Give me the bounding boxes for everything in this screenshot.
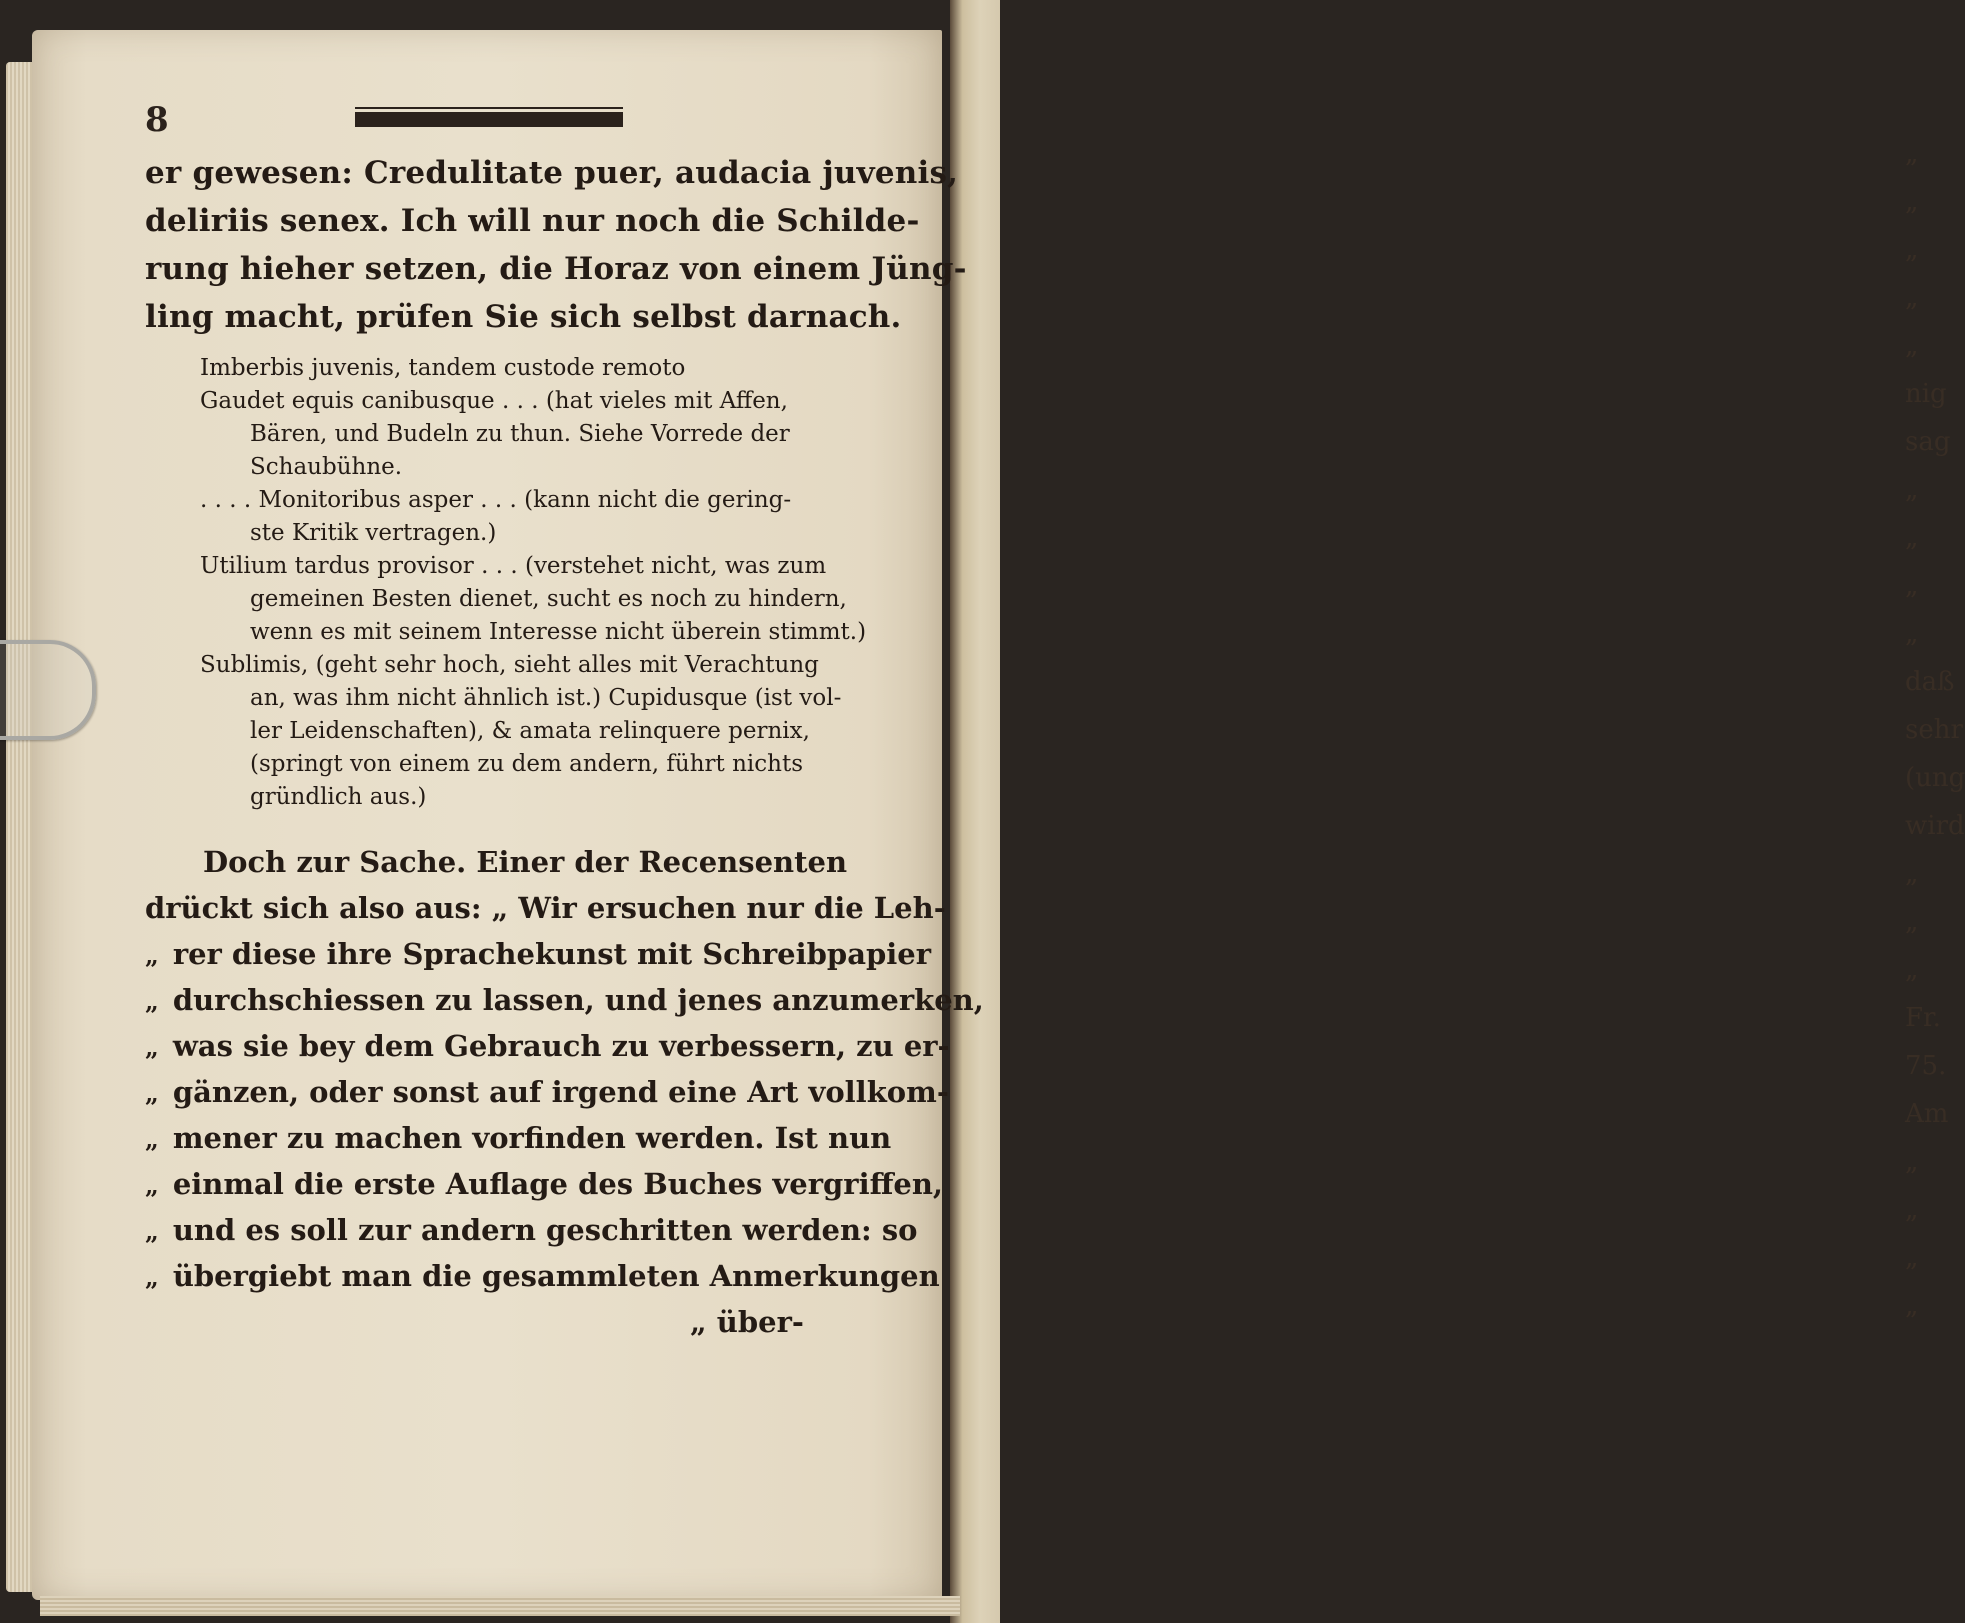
line-text: gänzen, oder sonst auf irgend eine Art vollkom- xyxy=(172,1075,949,1109)
page-number: 8 xyxy=(145,100,169,140)
header-ornament-rule xyxy=(355,112,623,127)
text-line: rung hieher setzen, die Horaz von einem Jüng- xyxy=(145,251,967,287)
text-line: Bären, und Budeln zu thun. Siehe Vorrede der xyxy=(250,421,790,447)
text-line: an, was ihm nicht ähnlich ist.) Cupidusque (ist vol- xyxy=(250,685,842,711)
text-line xyxy=(145,983,984,1017)
line-text: drückt sich also aus: „ Wir ersuchen nur die Leh- xyxy=(145,891,946,925)
line-text: übergiebt man die gesammleten Anmerkungen xyxy=(172,1259,940,1293)
quotation-mark: „ xyxy=(145,1033,159,1062)
facing-fragment: „ xyxy=(1905,1243,1919,1273)
facing-fragment: sehr xyxy=(1905,715,1963,745)
facing-fragment: daß xyxy=(1905,667,1955,697)
page-edges-bottom xyxy=(40,1596,960,1616)
text-line xyxy=(145,1259,940,1293)
quotation-mark: „ xyxy=(145,1171,159,1200)
quotation-mark: „ xyxy=(145,1217,159,1246)
facing-fragment: 75. xyxy=(1905,1051,1947,1081)
text-line xyxy=(145,1075,949,1109)
line-text: einmal die erste Auflage des Buches vergriffen, xyxy=(172,1167,944,1201)
facing-fragment: „ xyxy=(1905,283,1919,313)
facing-fragment: sag xyxy=(1905,427,1951,457)
quotation-mark: „ xyxy=(145,987,159,1016)
quotation-mark: „ xyxy=(145,1125,159,1154)
line-text: rer diese ihre Sprachekunst mit Schreibpapier xyxy=(172,937,932,971)
catchword: „ über- xyxy=(690,1305,804,1339)
quotation-mark: „ xyxy=(145,1263,159,1292)
text-line: ste Kritik vertragen.) xyxy=(250,520,497,546)
text-line: wenn es mit seinem Interesse nicht überein stimmt.) xyxy=(250,619,867,645)
text-line: Gaudet equis canibusque . . . (hat vieles mit Affen, xyxy=(200,388,788,414)
line-text: Doch zur Sache. Einer der Recensenten xyxy=(203,845,848,879)
text-line xyxy=(145,891,946,925)
text-line: er gewesen: Credulitate puer, audacia juvenis, xyxy=(145,155,959,191)
text-line xyxy=(145,1213,918,1247)
facing-page xyxy=(950,0,1965,1623)
text-line: . . . . Monitoribus asper . . . (kann nicht die gering- xyxy=(200,487,792,513)
text-line: (springt von einem zu dem andern, führt nichts xyxy=(250,751,803,777)
text-line xyxy=(203,845,847,879)
text-line: Imberbis juvenis, tandem custode remoto xyxy=(200,355,686,381)
text-line xyxy=(145,1121,891,1155)
facing-fragment: „ xyxy=(1905,1291,1919,1321)
line-text: und es soll zur andern geschritten werden: so xyxy=(172,1213,918,1247)
facing-page-fragments xyxy=(1905,130,1965,1330)
line-text: mener zu machen vorfinden werden. Ist nun xyxy=(172,1121,892,1155)
text-line: Schaubühne. xyxy=(250,454,403,480)
facing-fragment: „ xyxy=(1905,475,1919,505)
text-line xyxy=(145,937,931,971)
facing-fragment: wird xyxy=(1905,811,1965,841)
facing-fragment: „ xyxy=(1905,955,1919,985)
paper-clip xyxy=(0,640,96,740)
facing-fragment: Fr. xyxy=(1905,1003,1941,1033)
facing-fragment: nig xyxy=(1905,379,1947,409)
facing-fragment: „ xyxy=(1905,907,1919,937)
facing-fragment: „ xyxy=(1905,235,1919,265)
facing-fragment: „ xyxy=(1905,1147,1919,1177)
quotation-mark: „ xyxy=(145,1079,159,1108)
text-line: Sublimis, (geht sehr hoch, sieht alles mit Verachtung xyxy=(200,652,819,678)
facing-fragment: „ xyxy=(1905,571,1919,601)
facing-fragment: „ xyxy=(1905,1195,1919,1225)
text-line: Utilium tardus provisor . . . (verstehet nicht, was zum xyxy=(200,553,827,579)
line-text: was sie bey dem Gebrauch zu verbessern, zu er- xyxy=(172,1029,950,1063)
facing-fragment: „ xyxy=(1905,331,1919,361)
text-line: ling macht, prüfen Sie sich selbst darnach. xyxy=(145,299,902,335)
facing-fragment: Am xyxy=(1905,1099,1949,1129)
page-edges-left xyxy=(6,62,34,1592)
text-line: gründlich aus.) xyxy=(250,784,427,810)
text-line xyxy=(145,1167,943,1201)
quotation-mark: „ xyxy=(145,941,159,970)
facing-fragment: „ xyxy=(1905,139,1919,169)
text-line: gemeinen Besten dienet, sucht es noch zu hindern, xyxy=(250,586,847,612)
facing-fragment: „ xyxy=(1905,619,1919,649)
text-line: deliriis senex. Ich will nur noch die Schilde- xyxy=(145,203,920,239)
facing-fragment: „ xyxy=(1905,523,1919,553)
text-line xyxy=(145,1029,950,1063)
facing-fragment: „ xyxy=(1905,859,1919,889)
facing-fragment: „ xyxy=(1905,187,1919,217)
text-line: ler Leidenschaften), & amata relinquere pernix, xyxy=(250,718,810,744)
facing-fragment: (ung xyxy=(1905,763,1965,793)
line-text: durchschiessen zu lassen, und jenes anzumerken, xyxy=(172,983,984,1017)
